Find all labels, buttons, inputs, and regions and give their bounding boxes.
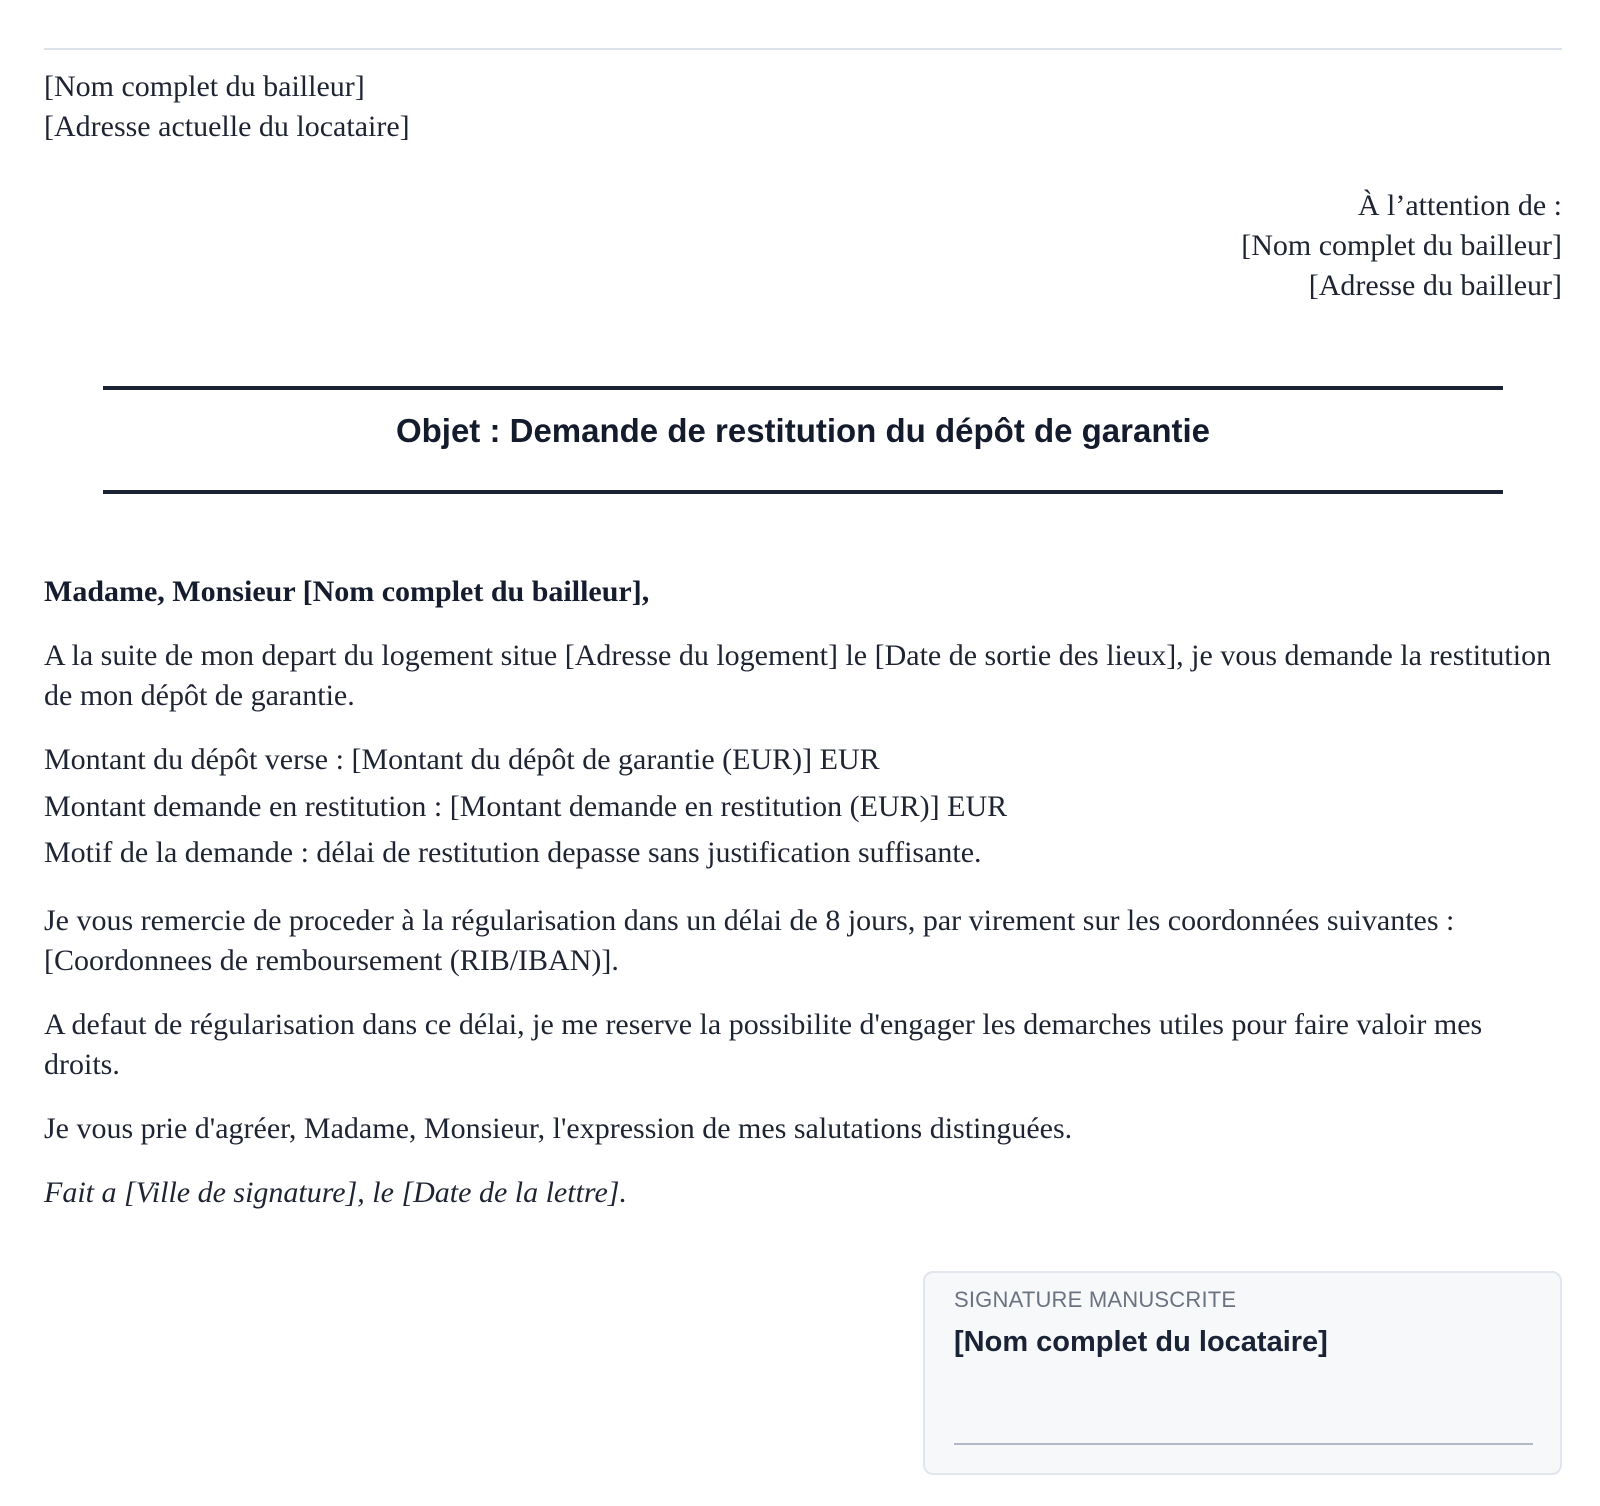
letter-page (44, 0, 1562, 1506)
closing-paragraph: Je vous prie d'agréer, Madame, Monsieur, l'expression de mes salutations distinguées. (44, 1111, 1073, 1145)
reason-line: Motif de la demande : délai de restitution depasse sans justification suffisante. (44, 836, 982, 869)
amounts-list (44, 737, 1562, 877)
warning-paragraph: A defaut de régularisation dans ce délai, je me reserve la possibilite d'engager les demarches utiles pour faire valoir mes droits. (44, 1007, 1483, 1081)
signature-caption: SIGNATURE MANUSCRITE (954, 1287, 1237, 1312)
recipient-attention: À l’attention de : (1357, 189, 1562, 222)
signature-box (923, 1271, 1562, 1475)
request-paragraph: Je vous remercie de proceder à la régularisation dans un délai de 8 jours, par virement sur les coordonnées suivantes : [Coordonnees de remboursement (RIB/IBAN)]. (44, 903, 1455, 977)
requested-amount-line: Montant demande en restitution : [Montant demande en restitution (EUR)] EUR (44, 789, 1008, 823)
subject-title: Objet : Demande de restitution du dépôt de garantie (395, 412, 1211, 449)
deposit-amount-line: Montant du dépôt verse : [Montant du dépôt de garantie (EUR)] EUR (44, 743, 880, 776)
recipient-address: [Adresse du bailleur] (1308, 269, 1562, 302)
sender-block (44, 67, 410, 147)
recipient-name: [Nom complet du bailleur] (1241, 229, 1562, 262)
signature-line (954, 1443, 1533, 1445)
recipient-block (1241, 186, 1562, 306)
sender-name: [Nom complet du bailleur] (44, 70, 365, 103)
letter-body (44, 572, 1562, 1213)
subject-banner (103, 386, 1503, 494)
sender-address: [Adresse actuelle du locataire] (44, 110, 410, 143)
intro-paragraph: A la suite de mon depart du logement situe [Adresse du logement] le [Date de sortie des lieux], je vous demande la restitution de mon dépôt de garantie. (44, 639, 1552, 712)
place-date: Fait a [Ville de signature], le [Date de la lettre]. (44, 1175, 627, 1209)
top-divider (44, 48, 1562, 50)
salutation: Madame, Monsieur [Nom complet du bailleur], (44, 575, 650, 608)
signature-name: [Nom complet du locataire] (954, 1326, 1328, 1358)
